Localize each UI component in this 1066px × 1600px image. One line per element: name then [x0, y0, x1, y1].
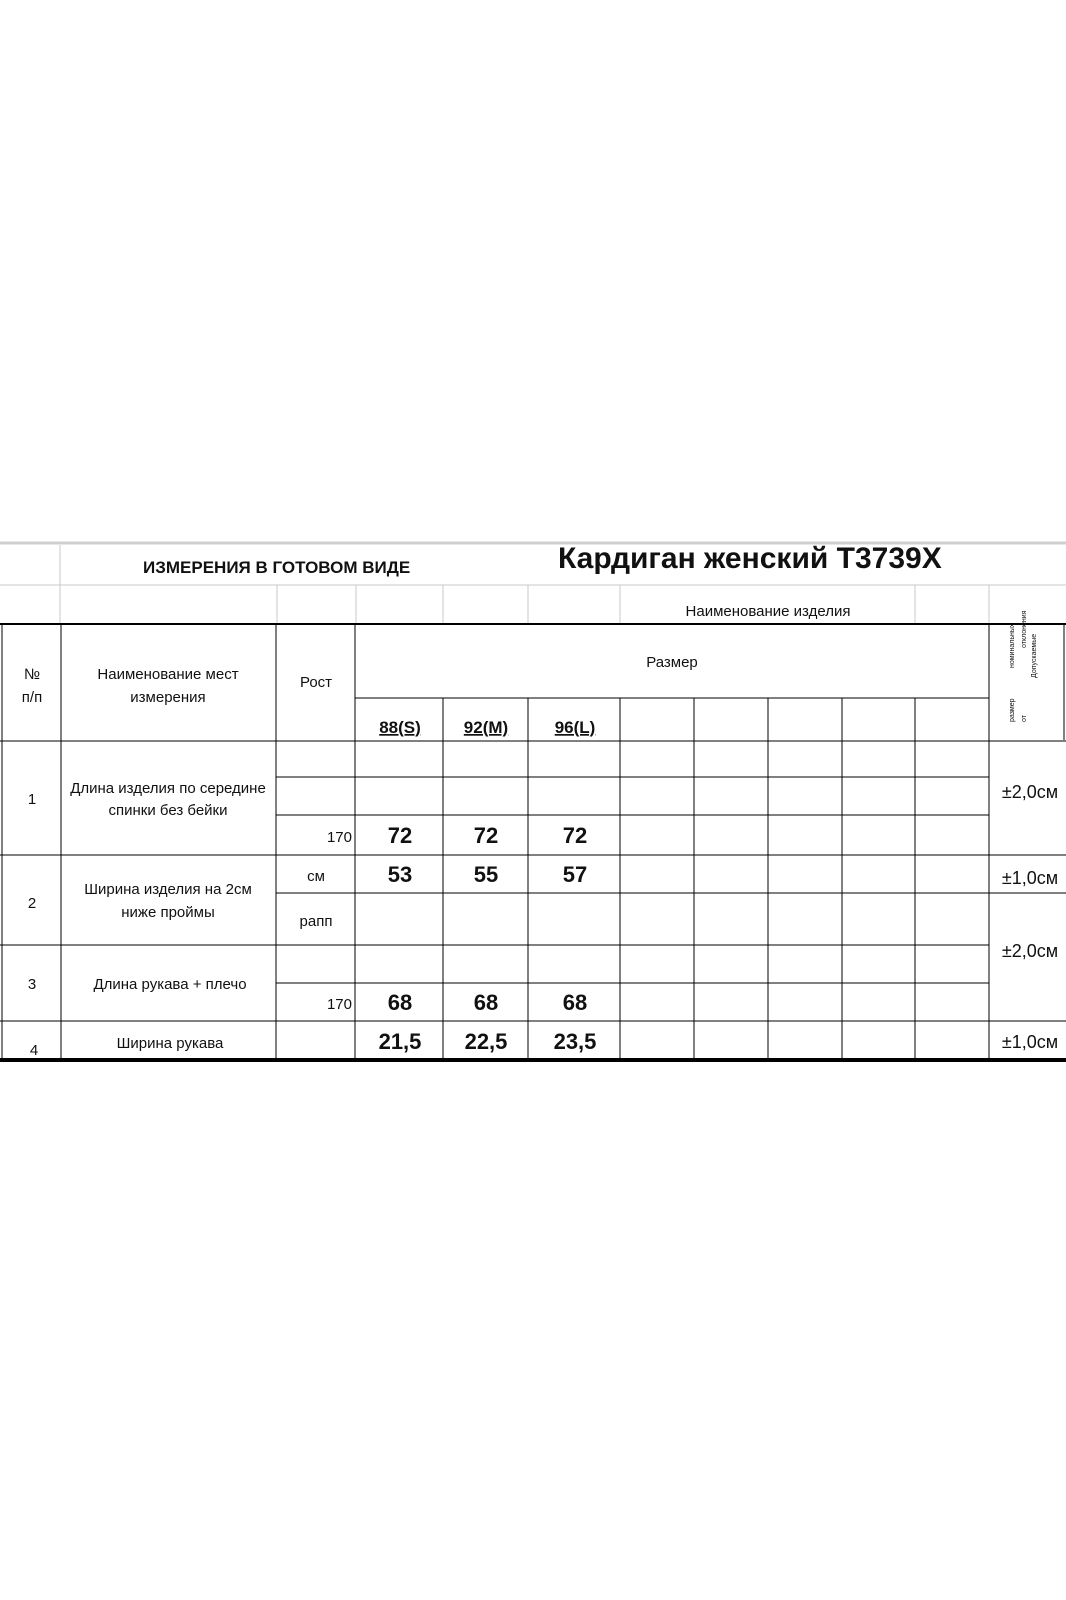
product-name-label: Наименование изделия: [685, 603, 851, 620]
row-3-height: 170: [326, 996, 352, 1013]
tolerance-note-line3: от: [1021, 715, 1028, 722]
header-height: Рост: [299, 674, 333, 691]
row-1-value-88s: 72: [387, 823, 413, 848]
row-1-value-92m: 72: [473, 823, 499, 848]
row-3-number: 3: [27, 976, 37, 993]
row-1-name-line1: Длина изделия по середине: [70, 780, 266, 797]
header-size: Размер: [646, 654, 698, 671]
document-title: Кардиган женский Т3739Х: [558, 542, 942, 575]
row-2-number: 2: [27, 895, 37, 912]
row-1-name-line2: спинки без бейки: [108, 802, 228, 819]
size-column-88s: 88(S): [379, 718, 421, 737]
header-measurement-line1: Наименование мест: [97, 666, 239, 683]
size-column-92m: 92(M): [463, 718, 509, 737]
tolerance-note-line5: размер: [1009, 698, 1016, 722]
row-3-name-line1: Длина рукава + плечо: [93, 976, 247, 993]
row-2-value-92m: 55: [473, 862, 499, 887]
row-2-value-96l: 57: [562, 862, 588, 887]
size-column-96l: 96(L): [554, 718, 596, 737]
tolerance-note-line2: отклонения: [1021, 610, 1028, 648]
row-4-number: 4: [29, 1042, 39, 1059]
document-caption: ИЗМЕРЕНИЯ В ГОТОВОМ ВИДЕ: [143, 558, 411, 577]
row-1-tolerance: ±2,0см: [1001, 782, 1059, 802]
row-1-number: 1: [27, 791, 37, 808]
row-2-unit: см: [307, 868, 325, 885]
row-1-height: 170: [326, 829, 352, 846]
row-3-tolerance: ±2,0см: [1001, 941, 1059, 961]
tolerance-note-line1: Допускаемые: [1031, 633, 1038, 678]
row-4-tolerance: ±1,0см: [1001, 1032, 1059, 1052]
tolerance-note-line4: номинальных: [1009, 623, 1016, 668]
row-3-value-96l: 68: [562, 990, 588, 1015]
row-3-value-92m: 68: [473, 990, 499, 1015]
header-number-line2: п/п: [21, 689, 43, 706]
row-2-name-line1: Ширина изделия на 2см: [84, 881, 252, 898]
header-tolerance-note: [1009, 610, 1038, 722]
row-4-value-96l: 23,5: [553, 1029, 597, 1054]
header-measurement-line2: измерения: [130, 689, 206, 706]
header-number-line1: №: [23, 666, 41, 683]
row-3-value-88s: 68: [387, 990, 413, 1015]
row-2-tolerance: ±1,0см: [1001, 868, 1059, 888]
row-2-extra-label: рапп: [299, 913, 333, 930]
row-4-value-92m: 22,5: [464, 1029, 508, 1054]
row-4-value-88s: 21,5: [378, 1029, 422, 1054]
row-2-name-line2: ниже проймы: [121, 904, 215, 921]
row-1-value-96l: 72: [562, 823, 588, 848]
row-2-value-88s: 53: [387, 862, 413, 887]
row-4-name-line1: Ширина рукава: [116, 1035, 224, 1052]
